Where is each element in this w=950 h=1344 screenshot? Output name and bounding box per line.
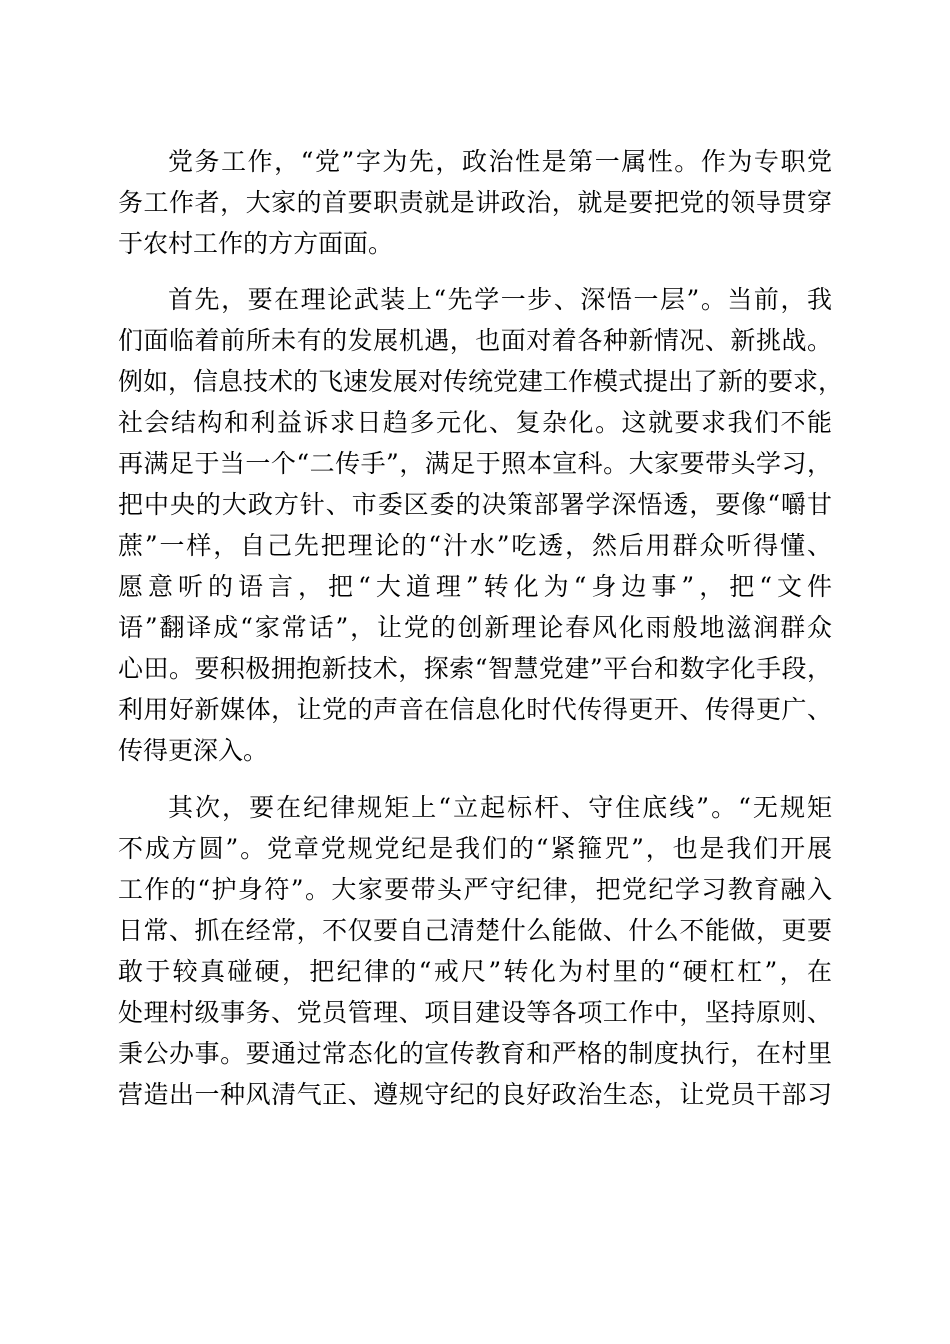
paragraph-2-line-2: 们面临着前所未有的发展机遇，也面对着各种新情况、新挑战。 <box>118 326 832 355</box>
paragraph-3-line-1: 其次，要在纪律规矩上“立起标杆、守住底线”。“无规矩 <box>168 793 832 822</box>
paragraph-2-line-8: 愿意听的语言，把“大道理”转化为“身边事”，把“文件 <box>118 572 832 601</box>
paragraph-3-line-2: 不成方圆”。党章党规党纪是我们的“紧箍咒”，也是我们开展 <box>118 834 832 863</box>
paragraph-1-line-3: 于农村工作的方方面面。 <box>118 229 394 258</box>
paragraph-2-line-4: 社会结构和利益诉求日趋多元化、复杂化。这就要求我们不能 <box>118 408 832 437</box>
paragraph-2-line-6: 把中央的大政方针、市委区委的决策部署学深悟透，要像“嚼甘 <box>118 490 832 519</box>
paragraph-2-line-11: 利用好新媒体，让党的声音在信息化时代传得更开、传得更广、 <box>118 695 832 724</box>
paragraph-2-line-9: 语”翻译成“家常话”，让党的创新理论春风化雨般地滋润群众 <box>118 613 832 642</box>
paragraph-3-line-8: 营造出一种风清气正、遵规守纪的良好政治生态，让党员干部习 <box>118 1080 832 1109</box>
paragraph-3-line-5: 敢于较真碰硬，把纪律的“戒尺”转化为村里的“硬杠杠”，在 <box>118 957 832 986</box>
paragraph-2-line-3: 例如，信息技术的飞速发展对传统党建工作模式提出了新的要求， <box>118 367 844 396</box>
paragraph-3-line-7: 秉公办事。要通过常态化的宣传教育和严格的制度执行，在村里 <box>118 1039 832 1068</box>
paragraph-2-line-12: 传得更深入。 <box>118 736 269 765</box>
paragraph-1-line-1: 党务工作，“党”字为先，政治性是第一属性。作为专职党 <box>168 147 832 176</box>
paragraph-3-line-6: 处理村级事务、党员管理、项目建设等各项工作中，坚持原则、 <box>118 998 832 1027</box>
paragraph-2-line-10: 心田。要积极拥抱新技术，探索“智慧党建”平台和数字化手段， <box>118 654 832 683</box>
paragraph-2-line-7: 蔗”一样，自己先把理论的“汁水”吃透，然后用群众听得懂、 <box>118 531 832 560</box>
paragraph-3-line-3: 工作的“护身符”。大家要带头严守纪律，把党纪学习教育融入 <box>118 875 832 904</box>
paragraph-2-line-5: 再满足于当一个“二传手”，满足于照本宣科。大家要带头学习， <box>118 449 832 478</box>
paragraph-2-line-1: 首先，要在理论武装上“先学一步、深悟一层”。当前，我 <box>168 285 832 314</box>
paragraph-1-line-2: 务工作者，大家的首要职责就是讲政治，就是要把党的领导贯穿 <box>118 188 832 217</box>
paragraph-3-line-4: 日常、抓在经常，不仅要自己清楚什么能做、什么不能做，更要 <box>118 916 832 945</box>
